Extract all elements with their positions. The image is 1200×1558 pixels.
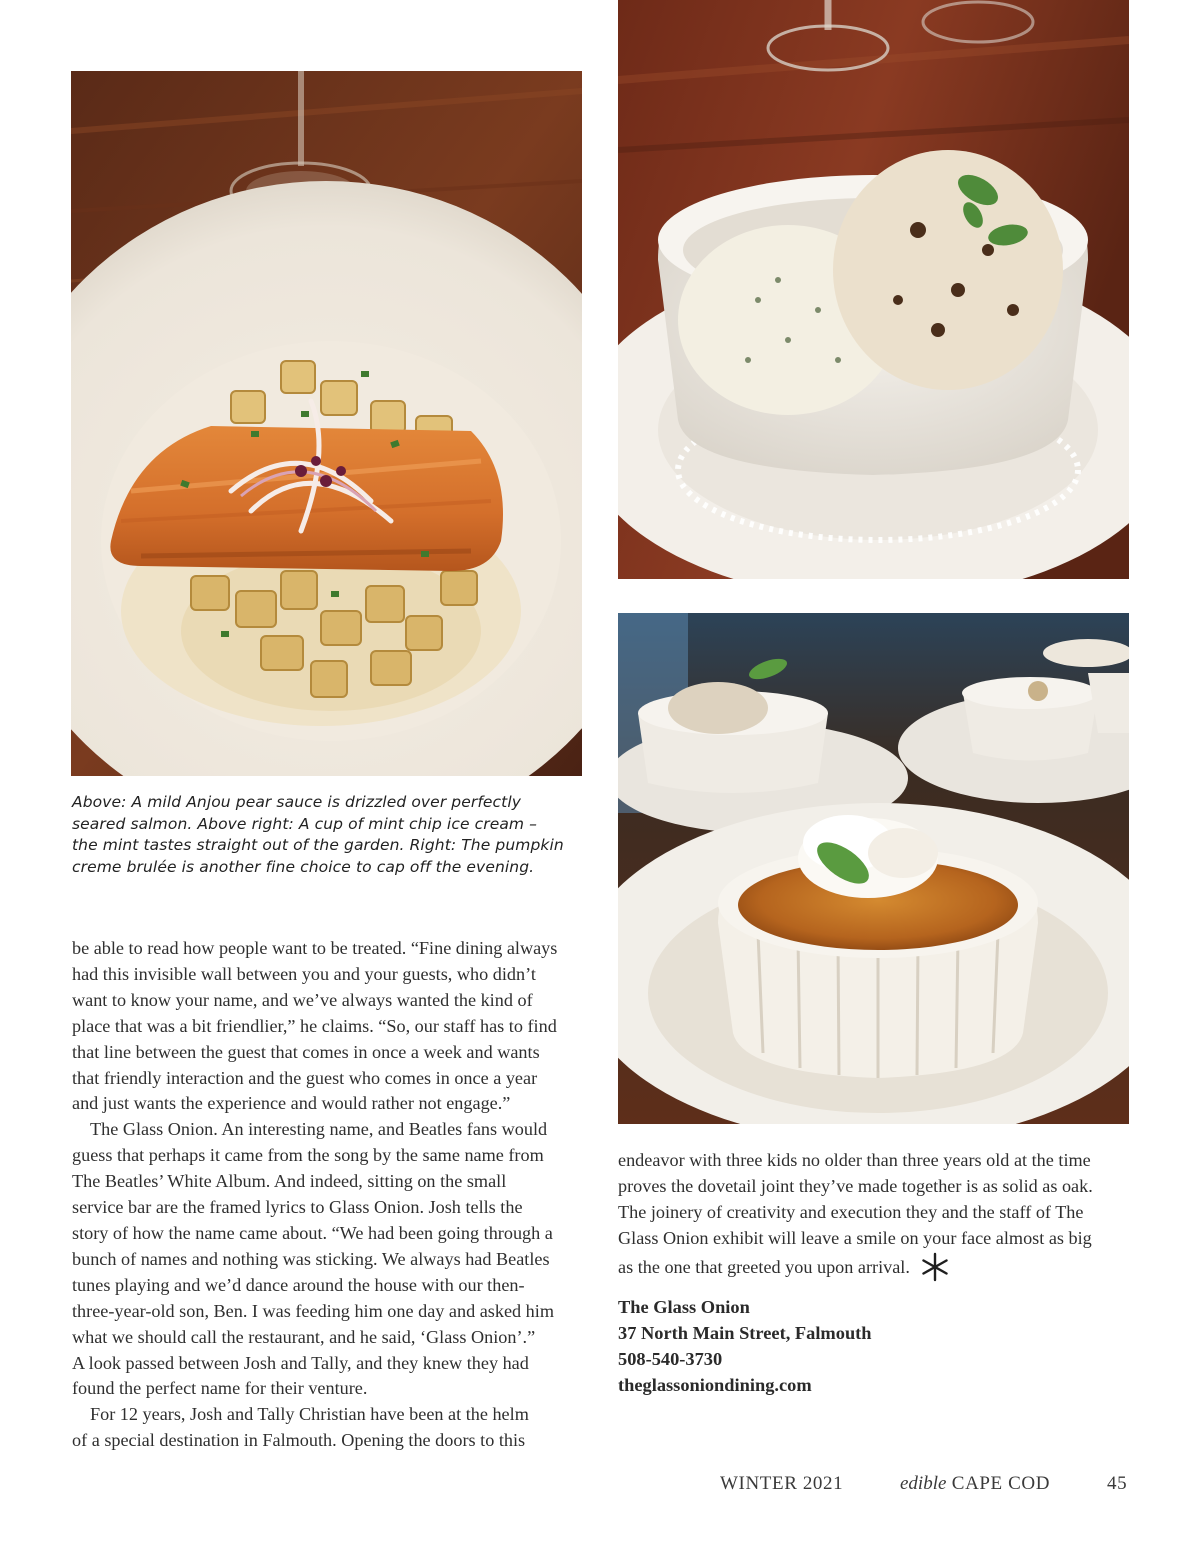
body-line: For 12 years, Josh and Tally Christian have been at the helm [90,1404,529,1425]
body-line: endeavor with three kids no older than three years old at the time [618,1150,1091,1170]
body-line-last [618,1252,1130,1282]
body-line: Glass Onion exhibit will leave a smile on your face almost as big [618,1227,1092,1248]
article-body-left [72,936,584,1454]
body-line: three-year-old son, Ben. I was feeding him one day and asked him [72,1300,554,1321]
body-line: The Beatles’ White Album. And indeed, sitting on the small [72,1171,507,1192]
restaurant-website[interactable]: theglassoniondining.com [618,1374,812,1395]
brand-cape-cod: CAPE COD [951,1473,1051,1494]
page-number: 45 [1107,1473,1128,1494]
body-line: proves the dovetail joint they’ve made together is as solid as oak. [618,1175,1093,1196]
photo-ice-cream [618,0,1129,579]
creme-brulee-photo-illustration [618,613,1129,1124]
body-line: had this invisible wall between you and your guests, who didn’t [72,963,536,984]
body-line: The Glass Onion. An interesting name, and Beatles fans would [90,1119,548,1140]
body-line: want to know your name, and we’ve always wanted the kind of [72,989,533,1010]
salmon-photo-illustration [71,71,582,776]
body-line: bunch of names and nothing was sticking. We always had Beatles [72,1248,550,1269]
star-icon [920,1252,950,1282]
body-line: be able to read how people want to be treated. “Fine dining always [72,938,558,958]
photo-caption [72,792,582,878]
body-line-text: as the one that greeted you upon arrival. [618,1256,910,1277]
caption-line: seared salmon. Above right: A cup of mint chip ice cream – [72,814,538,833]
body-line: story of how the name came about. “We had been going through a [72,1222,553,1243]
caption-line: creme brulée is another fine choice to cap off the evening. [72,857,535,876]
body-line: place that was a bit friendlier,” he claims. “So, our staff has to find [72,1015,557,1036]
body-line: guess that perhaps it came from the song by the same name from [72,1145,544,1166]
body-line: service bar are the framed lyrics to Glass Onion. Josh tells the [72,1197,523,1218]
caption-line: the mint tastes straight out of the garden. Right: The pumpkin [72,836,564,854]
body-line: tunes playing and we’d dance around the house with our then- [72,1274,525,1295]
body-line: of a special destination in Falmouth. Opening the doors to this [72,1430,526,1451]
photo-creme-brulee [618,613,1129,1124]
ice-cream-photo-illustration [618,0,1129,579]
body-line: and just wants the experience and would rather not engage.” [72,1093,511,1114]
caption-line: Above: A mild Anjou pear sauce is drizzled over perfectly [72,793,522,811]
body-line: what we should call the restaurant, and he said, ‘Glass Onion’.” [72,1326,536,1347]
restaurant-address: 37 North Main Street, Falmouth [618,1322,872,1343]
brand-edible: edible [900,1473,947,1494]
restaurant-phone: 508-540-3730 [618,1348,723,1369]
body-line: that line between the guest that comes in once a week and wants [72,1041,540,1062]
restaurant-name: The Glass Onion [618,1297,750,1317]
folio-issue: WINTER 2021 [720,1473,844,1494]
body-line: found the perfect name for their venture. [72,1378,368,1399]
photo-salmon [71,71,582,776]
restaurant-contact [618,1295,872,1399]
article-body-right [618,1148,1130,1282]
body-line: that friendly interaction and the guest who comes in once a year [72,1067,538,1088]
body-line: The joinery of creativity and execution they and the staff of The [618,1201,1084,1222]
body-line: A look passed between Josh and Tally, and they knew they had [72,1352,529,1373]
folio-magazine [900,1473,1050,1495]
